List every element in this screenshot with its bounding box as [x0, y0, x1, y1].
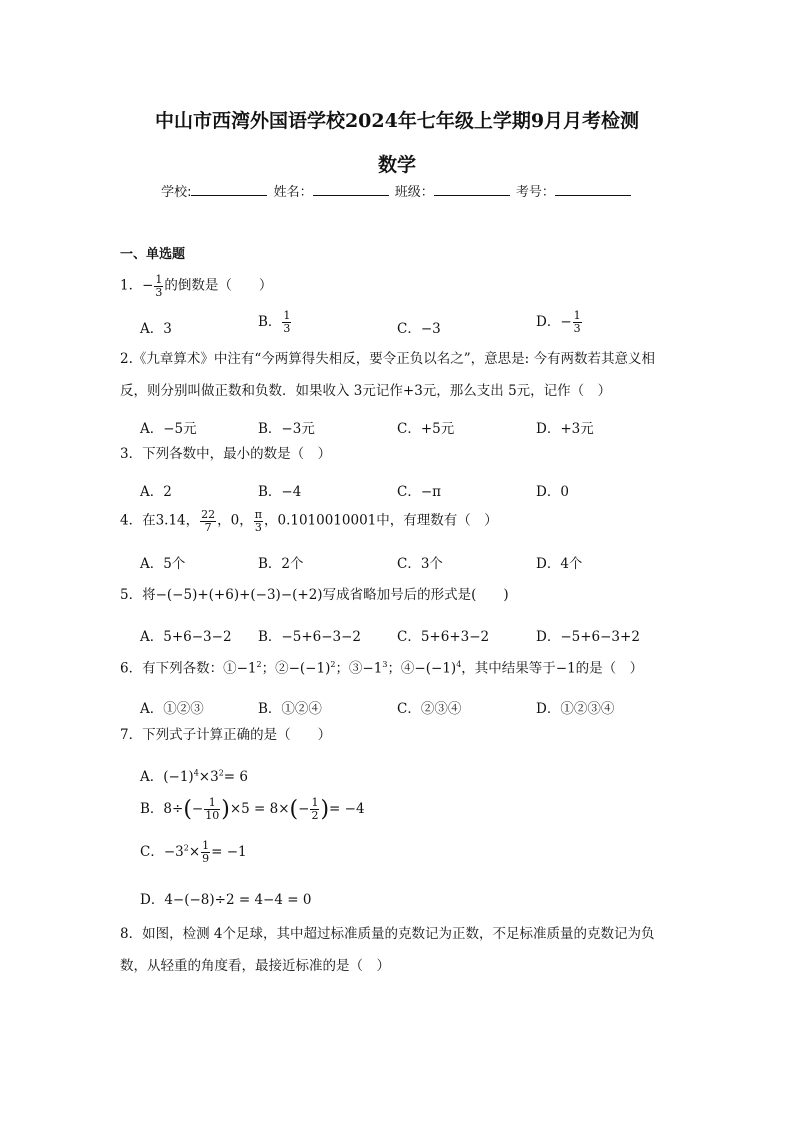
q7-a-tail: = 6 [223, 769, 248, 785]
q7-b-fraction-2 [310, 797, 319, 821]
q4-f1-den: 7 [204, 520, 212, 534]
q7-b-pre: B．8÷ [140, 801, 184, 817]
q7-b-tail: = −4 [329, 801, 365, 817]
q4-f1-num: 22 [201, 508, 216, 521]
q4-option-c: C．3个 [397, 556, 443, 572]
q6-part-3: ；③−1 [335, 660, 383, 677]
q6-tail: ，其中结果等于−1的是（ ） [461, 660, 644, 677]
q4-fraction-2 [254, 509, 263, 533]
q7-c-f-den: 9 [202, 852, 210, 865]
q4-f2-num: π [254, 508, 262, 521]
question-5: 5．将−(−5)+(+6)+(−3)−(+2)写成省略加号后的形式是( ) [120, 587, 509, 603]
q1-d-den: 3 [573, 322, 581, 335]
section-heading: 一、单选题 [120, 247, 186, 262]
q4-mid: ，0， [217, 512, 253, 529]
q7-option-b [140, 797, 365, 822]
q6-option-d: D．①②③④ [536, 701, 615, 717]
q7-option-d: D．4−(−8)÷2 = 4−4 = 0 [140, 892, 312, 908]
question-1 [120, 274, 272, 298]
q1-minus: − [142, 277, 154, 294]
q7-a-pre: A．(−1) [140, 769, 194, 785]
number-blank [555, 183, 631, 196]
q1-option-b [258, 310, 292, 335]
q1-option-d [536, 310, 583, 335]
q2-option-a: A．−5元 [140, 421, 197, 437]
q6-exp-2: 2 [330, 660, 336, 669]
q7-b-mid: ×5 = 8× [229, 801, 290, 817]
name-label: 姓名： [273, 185, 313, 200]
q7-c-fraction [201, 840, 210, 864]
q1-b-label: B． [258, 314, 282, 330]
q7-b-f1-den: 10 [205, 809, 220, 822]
student-info [0, 181, 794, 200]
q1-option-c: C．−3 [397, 321, 441, 337]
q1-b-num: 1 [283, 309, 291, 323]
q2-option-d: D．+3元 [536, 421, 594, 437]
q4-pre: 4．在3.14， [120, 512, 200, 529]
q7-c-f-num: 1 [202, 839, 210, 853]
q5-option-c: C．5+6+3−2 [397, 629, 490, 645]
question-7: 7．下列式子计算正确的是（ ） [120, 727, 332, 743]
q1-option-a: A．3 [140, 321, 172, 337]
q7-b-rparen-2: ) [320, 797, 330, 822]
page-subtitle: 数学 [377, 154, 416, 176]
q1-b-den: 3 [283, 322, 291, 335]
q4-fraction-1 [200, 509, 216, 533]
page-title: 中山市西湾外国语学校2024年七年级上学期9月月考检测 [154, 110, 640, 132]
school-label: 学校: [161, 185, 192, 200]
q6-part-2: ；②−(−1) [261, 660, 331, 677]
q6-part-4: ；④−(−1) [387, 660, 457, 677]
q3-option-d: D．0 [536, 484, 569, 500]
q7-b-f2-den: 2 [311, 809, 319, 822]
q7-b-minus-2: − [298, 801, 310, 817]
q1-d-label: D．− [536, 314, 572, 330]
q4-option-a: A．5个 [140, 556, 186, 572]
q6-exp-3: 3 [382, 660, 388, 669]
q1-frac-num: 1 [155, 273, 163, 286]
q4-tail: ，0.1010010001中，有理数有（ ） [263, 512, 498, 529]
q7-a-exp-2: 2 [218, 768, 224, 778]
question-2-line2: 反，则分别叫做正数和负数．如果收入 3元记作+3元，那么支出 5元，记作（ ） [120, 383, 612, 399]
class-blank [434, 183, 510, 196]
q6-pre: 6．有下列各数：①−1 [120, 660, 257, 677]
question-4 [120, 509, 498, 533]
q4-option-b: B．2个 [258, 556, 304, 572]
q7-c-pre: C．−3 [140, 844, 184, 860]
q3-option-c: C．−π [397, 484, 442, 500]
question-6 [120, 661, 643, 676]
q3-option-b: B．−4 [258, 484, 302, 500]
q4-option-d: D．4个 [536, 556, 583, 572]
q7-b-minus-1: − [191, 801, 204, 817]
q6-exp-4: 4 [456, 660, 462, 669]
question-8-line2: 数，从轻重的角度看，最接近标准的是（ ） [120, 958, 390, 974]
number-label: 考号： [515, 185, 555, 200]
q1-d-fraction [573, 310, 582, 334]
q5-option-a: A．5+6−3−2 [140, 629, 232, 645]
q7-c-exp: 2 [183, 843, 189, 853]
q7-b-lparen-2: ( [289, 797, 299, 822]
q7-c-mid: × [188, 844, 201, 860]
q7-option-a [140, 765, 248, 785]
q6-option-b: B．①②④ [258, 701, 322, 717]
name-blank [313, 183, 389, 196]
q1-number: 1． [120, 277, 143, 294]
q6-exp-1: 2 [256, 660, 262, 669]
question-2-line1: 2.《九章算术》中注有“今两算得失相反，要令正负以名之”，意思是: 今有两数若其意义相 [120, 351, 656, 367]
q1-frac-den: 3 [155, 285, 163, 299]
question-8-line1: 8．如图，检测 4个足球，其中超过标准质量的克数记为正数，不足标准质量的克数记为负 [120, 926, 655, 942]
q5-option-d: D．−5+6−3+2 [536, 629, 640, 645]
q1-d-num: 1 [573, 309, 581, 323]
q7-b-fraction-1 [204, 797, 220, 821]
q7-a-mid: ×3 [198, 769, 219, 785]
school-blank [191, 183, 267, 196]
q6-option-a: A．①②③ [140, 701, 204, 717]
q2-option-b: B．−3元 [258, 421, 315, 437]
q4-f2-den: 3 [254, 520, 262, 534]
q7-b-lparen-1: ( [183, 797, 192, 822]
q2-option-c: C．+5元 [397, 421, 455, 437]
q7-b-f1-num: 1 [204, 797, 220, 810]
q7-option-c [140, 840, 247, 865]
q1-b-fraction [282, 310, 291, 334]
q7-c-tail: = −1 [211, 844, 247, 860]
q1-tail: 的倒数是（ ） [164, 277, 273, 294]
q7-b-rparen-1: ) [221, 797, 230, 822]
q7-b-f2-num: 1 [311, 796, 319, 810]
q3-option-a: A．2 [140, 484, 172, 500]
class-label: 班级： [394, 185, 434, 200]
q5-option-b: B．−5+6−3−2 [258, 629, 362, 645]
q7-a-exp-1: 4 [193, 768, 199, 778]
question-3: 3．下列各数中，最小的数是（ ） [120, 446, 332, 462]
q1-fraction [154, 274, 163, 298]
q6-option-c: C．②③④ [397, 701, 462, 717]
